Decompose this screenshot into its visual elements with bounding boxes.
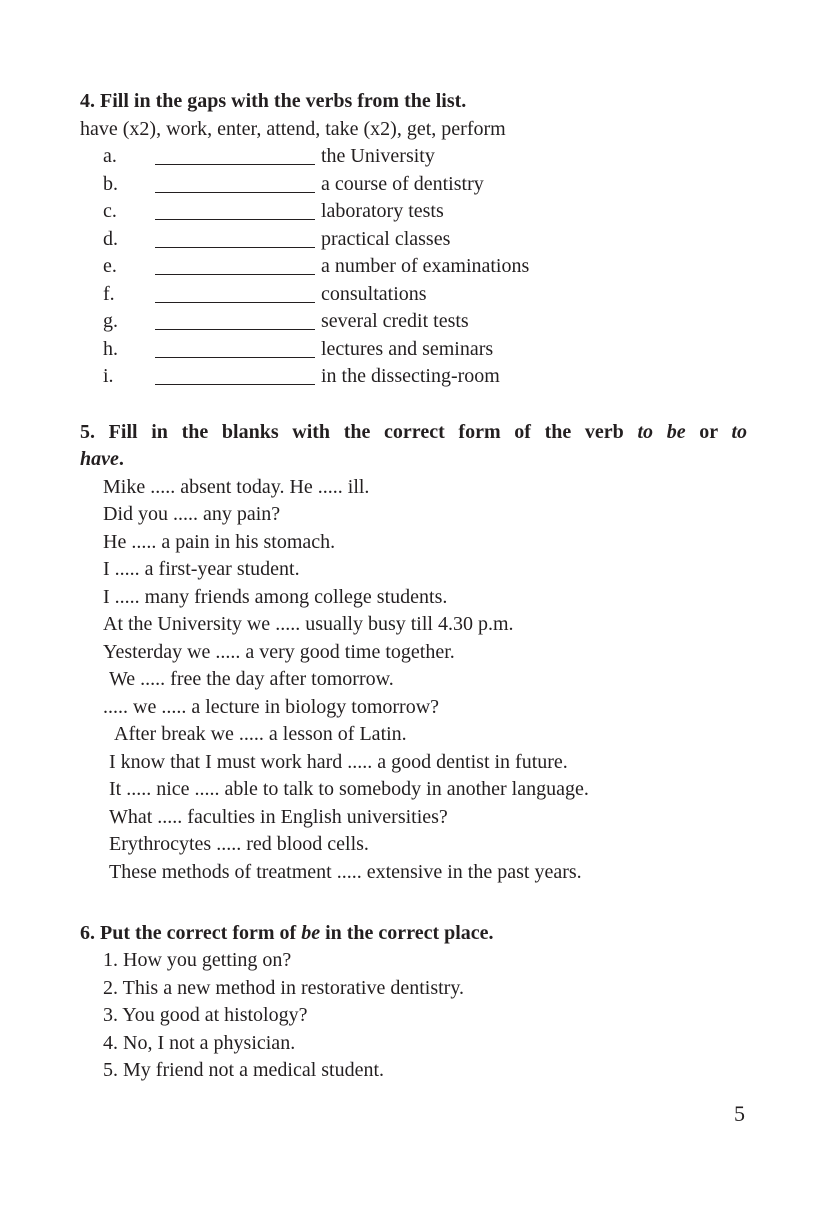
exercise-5-sentence: ..... we ..... a lecture in biology tomorrow? [103,696,440,718]
exercise-5-sentence: It ..... nice ..... able to talk to somebody in another language. [109,778,589,800]
item-phrase: the University [321,145,435,167]
exercise-6-title: 6. Put the correct form of be in the correct place. [80,922,494,944]
item-letter: g. [103,310,118,332]
item-letter: d. [103,228,118,250]
exercise-6-sentence: 4. No, I not a physician. [103,1032,296,1054]
page-number: 5 [734,1101,745,1126]
answer-blank [155,192,315,193]
exercise-5-sentence: Did you ..... any pain? [103,503,281,525]
item-letter: c. [103,200,117,222]
answer-blank [155,302,315,303]
exercise-6-sentence: 1. How you getting on? [103,949,292,971]
item-phrase: in the dissecting-room [321,365,500,387]
item-phrase: laboratory tests [321,200,444,222]
item-phrase: a number of examinations [321,255,530,277]
answer-blank [155,329,315,330]
exercise-5-sentence: What ..... faculties in English universities? [109,806,448,828]
exercise-5-sentence: At the University we ..... usually busy till 4.30 p.m. [103,613,514,635]
exercise-5-title-line-1: 5. Fill in the blanks with the correct form of the verb to be or to [80,421,748,443]
exercise-5-sentence: Erythrocytes ..... red blood cells. [109,833,369,855]
item-phrase: lectures and seminars [321,338,494,360]
answer-blank [155,274,315,275]
exercise-5-sentence: Mike ..... absent today. He ..... ill. [103,476,370,498]
answer-blank [155,247,315,248]
item-phrase: several credit tests [321,310,469,332]
exercise-5-sentence: I ..... a first-year student. [103,558,300,580]
exercise-5-sentence: Yesterday we ..... a very good time together. [103,641,455,663]
exercise-5-sentence: I ..... many friends among college students. [103,586,448,608]
item-letter: f. [103,283,115,305]
item-letter: b. [103,173,118,195]
answer-blank [155,164,315,165]
exercise-6-sentence: 5. My friend not a medical student. [103,1059,385,1081]
exercise-5-sentence: After break we ..... a lesson of Latin. [114,723,407,745]
answer-blank [155,357,315,358]
exercise-5-sentence: We ..... free the day after tomorrow. [109,668,394,690]
exercise-5-sentence: I know that I must work hard ..... a good dentist in future. [109,751,568,773]
exercise-5-title-line-2: have. [80,448,124,470]
exercise-4-title: 4. Fill in the gaps with the verbs from the list. [80,90,467,112]
exercise-5-sentence: These methods of treatment ..... extensive in the past years. [109,861,582,883]
answer-blank [155,384,315,385]
item-phrase: practical classes [321,228,451,250]
item-letter: a. [103,145,117,167]
exercise-6-sentence: 3. You good at histology? [103,1004,308,1026]
item-letter: h. [103,338,118,360]
item-phrase: a course of dentistry [321,173,484,195]
item-phrase: consultations [321,283,427,305]
item-letter: i. [103,365,114,387]
exercise-6-sentence: 2. This a new method in restorative dentistry. [103,977,465,999]
item-letter: e. [103,255,117,277]
exercise-4-word-list: have (x2), work, enter, attend, take (x2), get, perform [80,118,506,140]
exercise-5-sentence: He ..... a pain in his stomach. [103,531,336,553]
answer-blank [155,219,315,220]
